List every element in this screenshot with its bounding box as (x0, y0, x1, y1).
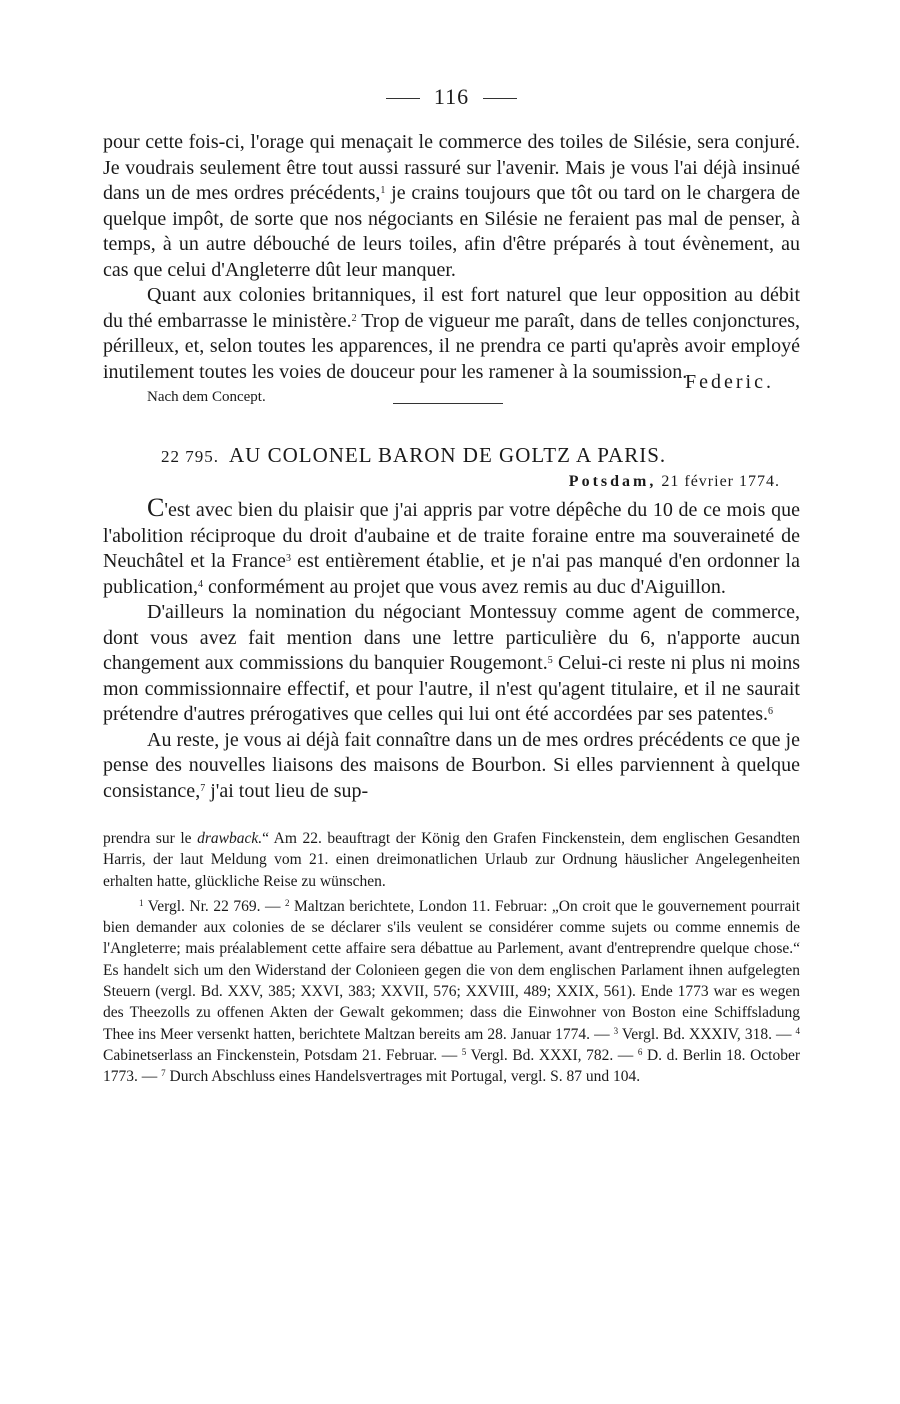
letter-number: 22 795. (161, 447, 219, 466)
footnote-block (103, 896, 800, 1088)
footnote-3: Vergl. Bd. XXXIV, 318. — (618, 1025, 796, 1043)
letter-heading (103, 441, 800, 471)
section-divider (393, 403, 503, 404)
letter-place: Potsdam, (568, 473, 657, 490)
footnote-mark: 5 (461, 1046, 467, 1057)
signature: Federic. (685, 371, 774, 393)
footnote-ref: 4 (197, 578, 203, 590)
footnote-mark: 3 (613, 1025, 619, 1036)
footnote-7: Durch Abschluss eines Handelsvertrages mit Portugal, vergl. S. 87 und 104. (165, 1068, 641, 1086)
paragraph: Quant aux colonies britanniques, il est fort naturel que leur opposition au débit du thé embarrasse le ministère.$^2$ Trop de vigueur me paraît, dans de telles conjonctures, périlleux, et, selon toutes les apparences, il ne prendra ce parti qu'après avoir employé inutilement toutes les voies de douceur pour les ramener à la soumission. (103, 284, 800, 383)
letter-body (103, 495, 800, 804)
footnote-6: D. d. Berlin 18. October 1773. — (103, 1046, 800, 1086)
footnote-ref: 1 (380, 185, 386, 196)
footnote-ref: 6 (768, 706, 773, 717)
footnote-ref: 7 (200, 782, 206, 794)
footnote-mark: 1 (139, 897, 144, 908)
initial-letter: C (147, 493, 165, 522)
paragraph: pour cette fois-ci, l'orage qui menaçait le commerce des toiles de Silésie, sera conjuré. Je voudrais seulement être tout aussi rassuré sur l'avenir. Mais je vous l'ai déjà insinué dans un de mes ordres précédents,$^1$ je crains toujours que tôt ou tard on le chargera de quelque impôt, de sorte que nos négociants en Silésie ne feraient pas mal de penser, à temps, à un autre débouché de leurs toiles, afin d'être préparés à tout évènement, au cas que celui d'Angleterre dût leur manquer. (103, 131, 800, 281)
book-page (103, 84, 800, 1088)
footnote-mark: 4 (795, 1025, 800, 1036)
footnote-1: Vergl. Nr. 22 769. — (143, 897, 285, 915)
footnote-mark: 7 (161, 1068, 166, 1079)
signature-row (103, 371, 800, 409)
footnote-ref: 5 (547, 655, 553, 666)
source-note: Nach dem Concept. (147, 389, 266, 405)
footnote-continuation: prendra sur le drawback.“ Am 22. beauftragt der König den Grafen Finckenstein, dem englischen Gesandten Harris, der laut Meldung vom 21. einen dreimonatlichen Urlaub zur Ordnung häuslicher Angelegenheiten erhalten hatte, glückliche Reise zu wünschen. (103, 830, 800, 890)
letter-recipient: AU COLONEL BARON DE GOLTZ A PARIS. (229, 443, 667, 467)
header-rule-right (483, 98, 517, 99)
footnote-mark: 6 (637, 1046, 643, 1057)
header-rule-left (386, 98, 420, 99)
footnote-mark: 2 (285, 897, 290, 908)
footnote-ref: 2 (351, 312, 357, 324)
footnote-2: Maltzan berichtete, London 11. Februar: „On croit que le gouvernement pourrait bien demander aux colonies de se déclarer s'ils veulent se considérer comme sujets ou comme ennemis de l'Angleterre; mais préalablement cette affaire sera débattue au Parlement, avant d'entreprendre quelque chose.“ Es handelt sich um den Widerstand der Colonieen gegen die von dem englischen Parlament ihnen aufgelegten Steuern (vergl. Bd. XXV, 385; XXVI, 383; XXVII, 576; XXVIII, 489; XXIX, 561). Ende 1773 war es wegen des Theezolls zu offenen Akten der Gewalt gekommen; dass die Einwohner von Boston eine Schiffsladung Thee ins Meer versenkt hatten, berichtete Maltzan bereits am 28. Januar 1774. — (103, 897, 800, 1043)
footnote-ref: 3 (285, 553, 291, 564)
paragraph: C'est avec bien du plaisir que j'ai appris par votre dépêche du 10 de ce mois que l'abolition réciproque du droit d'aubaine et de traite foraine entre ma souveraineté de Neuchâtel et la France$^3$ est entièrement établie, et je n'ai pas manqué d'en ordonner la publication,$^4$ conformément au projet que vous avez remis au duc d'Aiguillon. (103, 493, 800, 598)
page-header (103, 84, 800, 110)
page-number: 116 (433, 84, 470, 109)
footnote-5: Vergl. Bd. XXXI, 782. — (466, 1046, 638, 1064)
footnote-4: Cabinetserlass an Finckenstein, Potsdam 21. Februar. — (103, 1046, 462, 1064)
paragraph: Au reste, je vous ai déjà fait connaître dans un de mes ordres précédents ce que je pense des nouvelles liaisons des maisons de Bourbon. Si elles parviennent à quelque consistance,$^7$ j'ai tout lieu de sup- (103, 728, 800, 802)
footnotes (103, 828, 800, 1088)
letter-dateline (103, 471, 780, 493)
paragraph: D'ailleurs la nomination du négociant Montessuy comme agent de commerce, dont vous avez fait mention dans une lettre particulière du 6, n'apporte aucun changement aux commissions du banquier Rougemont.$^5$ Celui-ci reste ni plus ni moins mon commissionnaire effectif, et pour l'autre, il n'est qu'agent titulaire, et il ne saurait prétendre d'autres prérogatives que celles qui lui ont été accordées par ses patentes.$^6$ (103, 601, 800, 725)
previous-letter-ending (103, 130, 800, 385)
letter-date: 21 février 1774. (661, 473, 780, 490)
